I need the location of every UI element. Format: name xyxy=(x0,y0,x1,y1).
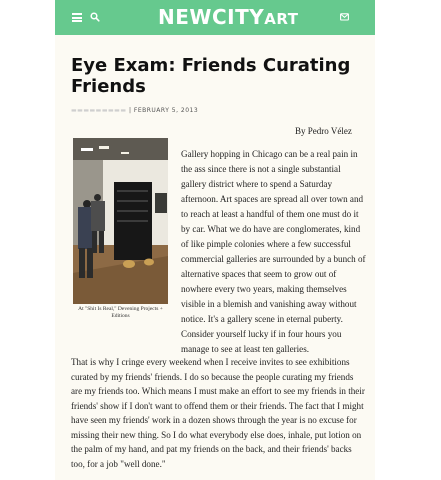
article-paragraph-1 xyxy=(181,147,366,357)
gallery-photo xyxy=(73,138,168,304)
paragraph-1-text: Gallery hopping in Chicago can be a real pain in the ass since there is not a single substantial gallery district where to spend a Saturday afternoon. Art spaces are spread all over town and to reach at least a handful of them one must do it by car. What we do have are conglomerates, kind of like pimple colonies where a few successful commercial galleries are surrounded by a bunch of alternative spaces that seem to grow out of nowhere every two years, making themselves visible in a blemish and vanishing away without notice. It's a gallery scene in eternal puberty. Consider yourself lucky if in four hours you manage to see at least ten galleries. xyxy=(181,149,366,354)
article-title: Eye Exam: Friends Curating Friends xyxy=(71,55,351,97)
article-page xyxy=(55,0,375,480)
top-nav-bar xyxy=(55,0,375,35)
mail-icon[interactable] xyxy=(340,13,349,21)
article-meta xyxy=(71,107,198,114)
site-logo[interactable]: NEWCITYART xyxy=(158,5,299,29)
article-date: | FEBRUARY 5, 2013 xyxy=(128,107,199,114)
search-icon[interactable] xyxy=(90,12,100,22)
article-byline: By Pedro Vélez xyxy=(295,126,352,136)
hamburger-menu-icon[interactable] xyxy=(72,13,82,22)
paragraph-2-text: That is why I cringe every weekend when I receive invites to see exhibitions curated by my friends' friends. I do so because the people curating my friends are my friends too. Which means I must make an effort to see my friends in their friends' show if I don't want to offend them or their friends. The fact that I might have seen my friends' work in a dozen shows through the year is no excuse for missing their new thing. So I do what everybody else does, inhale, put lotion on the palm of my hand, and pat my friends on the back, and their friends' backs too, for a job "well done." xyxy=(71,357,365,469)
image-caption: At "Shit Is Real," Devening Projects + Editions xyxy=(78,306,163,319)
meta-author-link[interactable]: ▬▬▬▬▬▬▬▬▬ xyxy=(71,107,127,114)
article-paragraph-2 xyxy=(71,355,366,471)
